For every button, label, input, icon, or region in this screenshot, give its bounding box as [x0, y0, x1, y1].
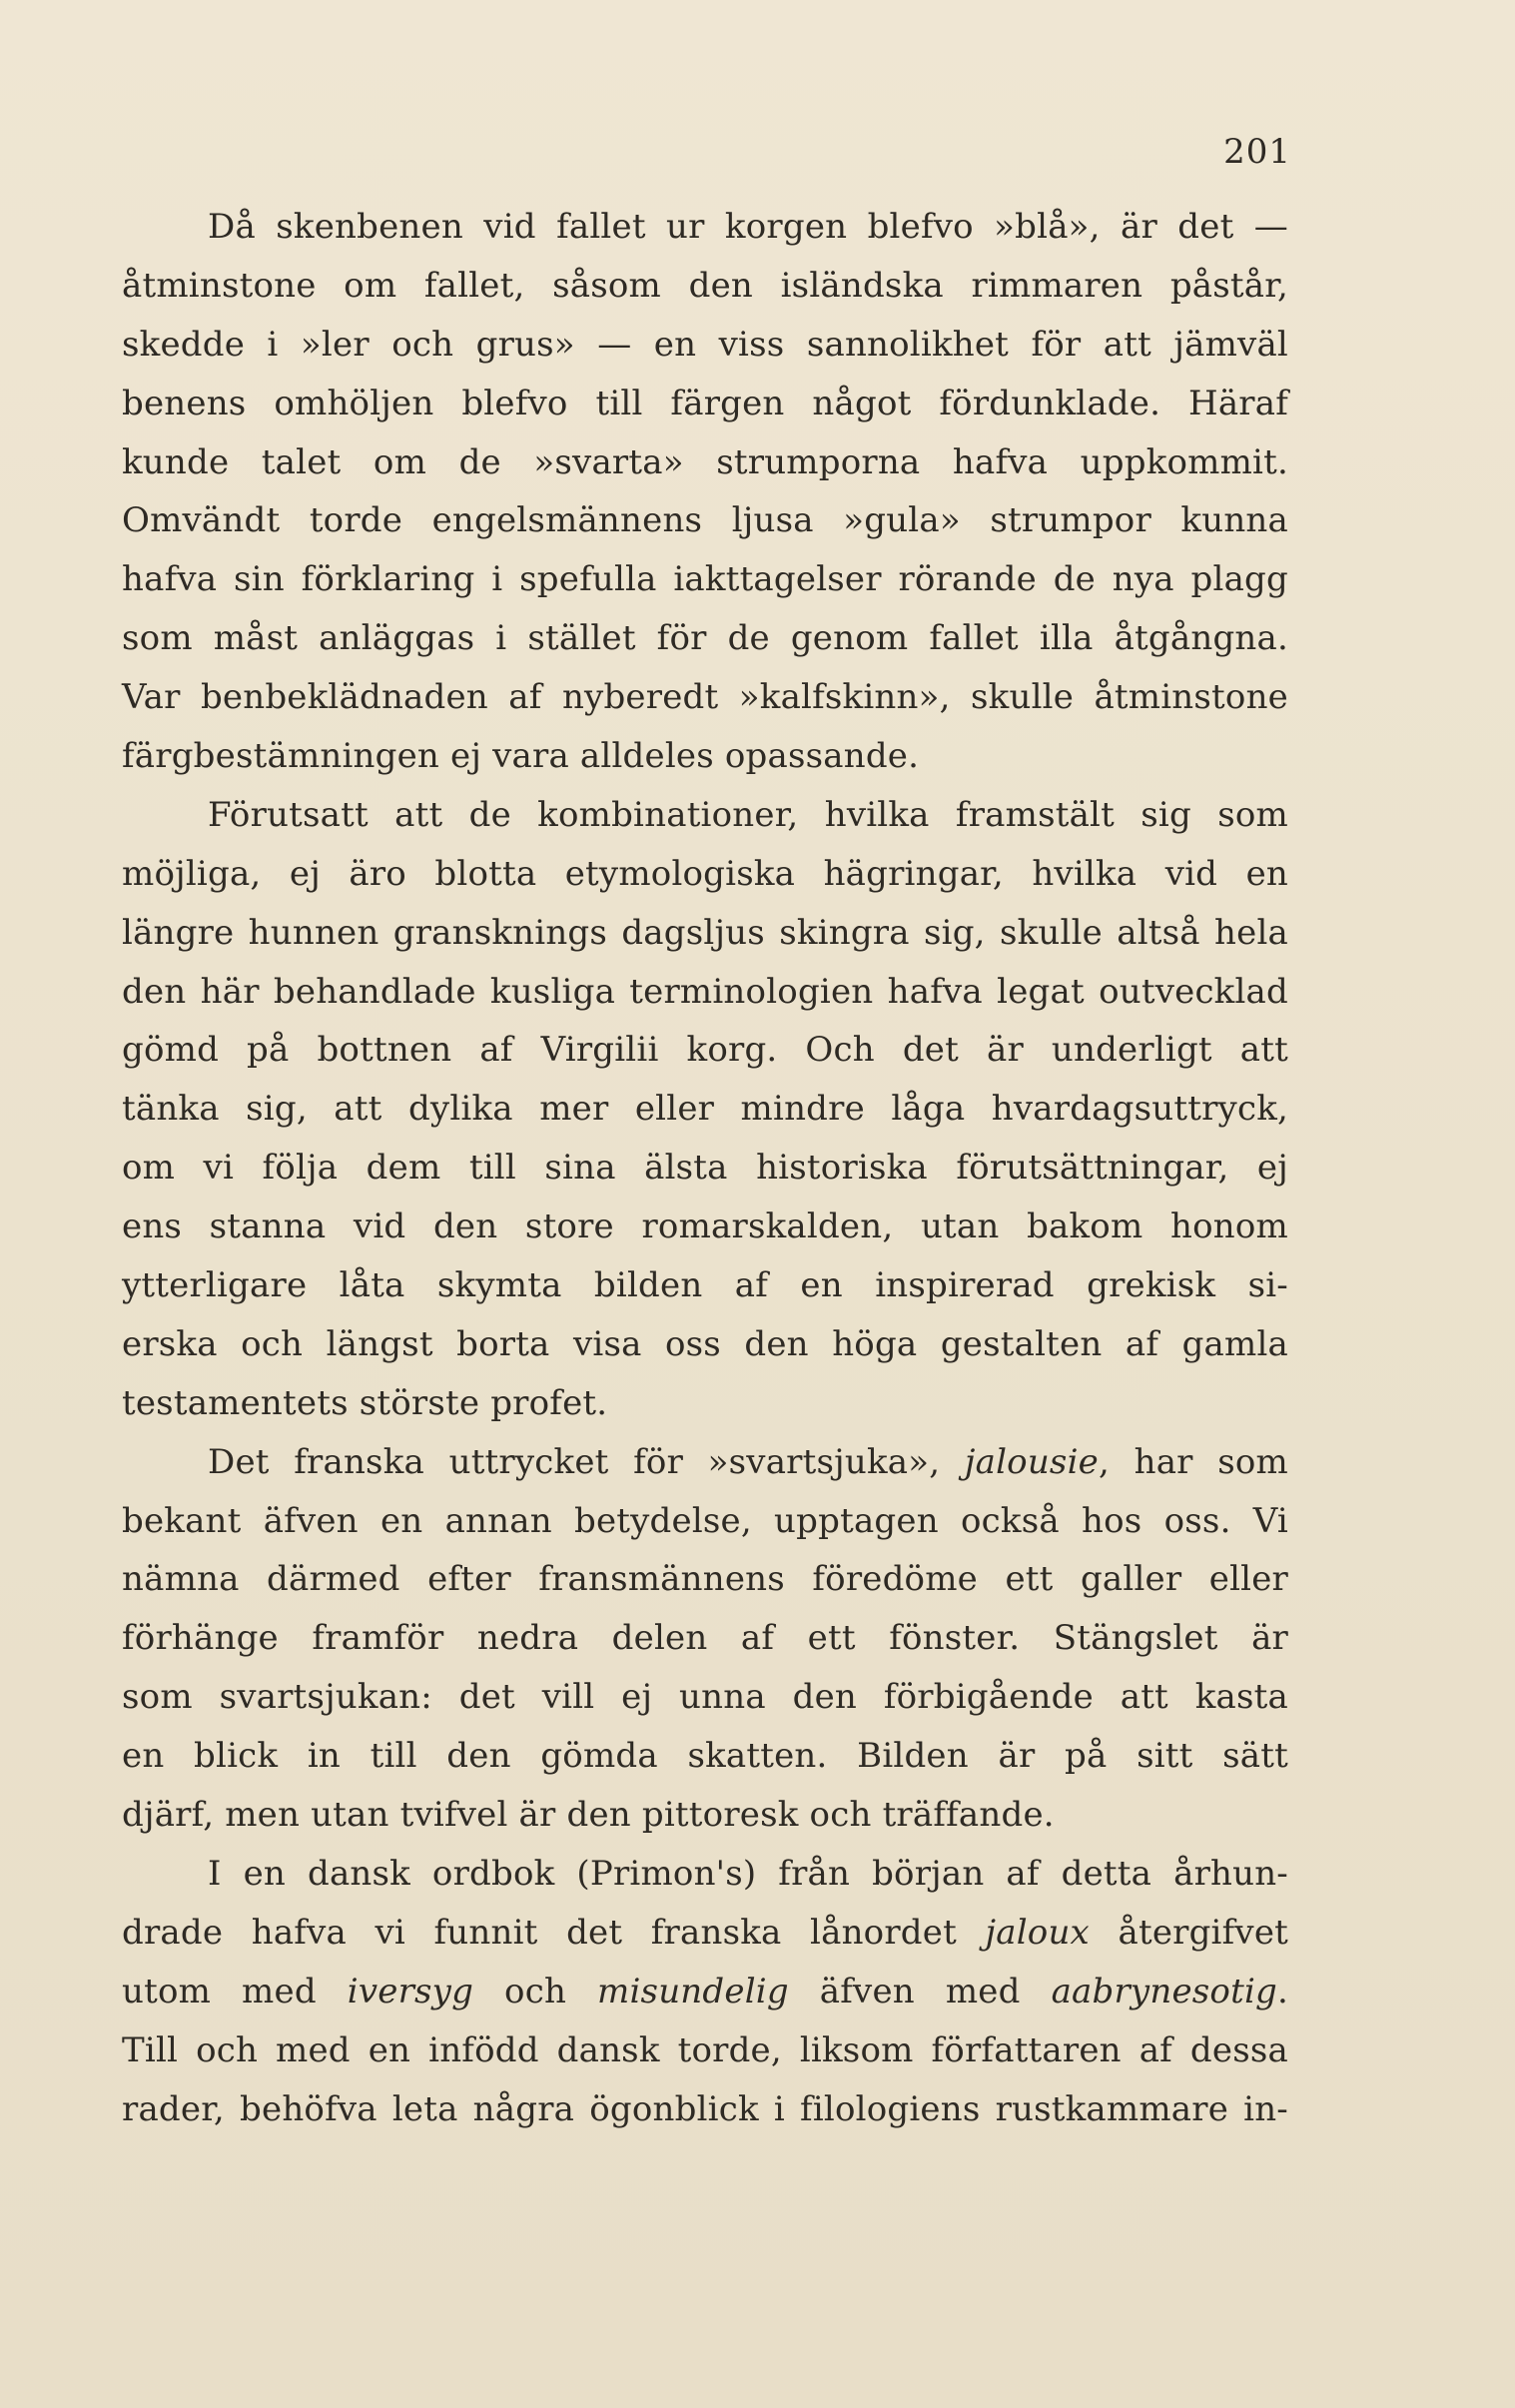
- text-segment: gömd på bottnen af Virgilii korg. Och det är underligt att: [122, 1030, 1288, 1071]
- body-text: [122, 198, 1288, 2138]
- text-line: [122, 375, 1288, 433]
- text-line: [122, 1198, 1288, 1256]
- text-line: [122, 1080, 1288, 1139]
- text-segment: en blick in till den gömda skatten. Bilden är på sitt sätt: [122, 1736, 1288, 1777]
- text-segment: tänka sig, att dylika mer eller mindre låga hvardagsuttryck,: [122, 1089, 1288, 1130]
- text-segment: färgbestämningen ej vara alldeles opassande.: [122, 736, 920, 777]
- italic-word: jalousie: [964, 1441, 1099, 1482]
- text-segment: benens omhöljen blefvo till färgen något fördunklade. Häraf: [122, 383, 1288, 423]
- text-line: [122, 2021, 1288, 2080]
- text-line: [122, 727, 1288, 786]
- text-segment: om vi följa dem till sina älsta historiska förutsättningar, ej: [122, 1148, 1288, 1189]
- text-segment: återgifvet: [1089, 1912, 1289, 1953]
- text-line: [122, 963, 1288, 1022]
- text-segment: nämna därmed efter fransmännens föredöme ett galler eller: [122, 1559, 1288, 1600]
- text-segment: Var benbeklädnaden af nyberedt »kalfskinn», skulle åtminstone: [122, 677, 1288, 718]
- text-segment: utom med: [122, 1971, 348, 2011]
- text-line: [122, 1256, 1288, 1315]
- text-line: [122, 668, 1288, 727]
- page-number: 201: [1223, 132, 1291, 172]
- text-segment: den här behandlade kusliga terminologien hafva legat outvecklad: [122, 971, 1288, 1012]
- italic-word: iversyg: [347, 1971, 474, 2011]
- text-line: [122, 786, 1288, 845]
- text-line: [122, 550, 1288, 609]
- text-segment: .: [1276, 1971, 1288, 2011]
- text-segment: som måst anläggas i stället för de genom fallet illa åtgångna.: [122, 618, 1288, 659]
- text-segment: äfven med: [788, 1971, 1052, 2011]
- text-segment: erska och längst borta visa oss den höga gestalten af gamla: [122, 1323, 1288, 1364]
- text-line: [122, 1963, 1288, 2021]
- text-segment: ytterligare låta skymta bilden af en inspirerad grekisk si-: [122, 1265, 1288, 1306]
- italic-word: jaloux: [985, 1912, 1090, 1953]
- text-segment: I en dansk ordbok (Primon's) från början af detta århun-: [208, 1853, 1288, 1894]
- text-line: [122, 1609, 1288, 1668]
- text-line: [122, 1315, 1288, 1374]
- text-line: [122, 1433, 1288, 1492]
- text-segment: testamentets störste profet.: [122, 1382, 608, 1423]
- text-segment: möjliga, ej äro blotta etymologiska hägringar, hvilka vid en: [122, 853, 1288, 894]
- italic-word: aabrynesotig: [1051, 1971, 1277, 2011]
- text-segment: , har som: [1098, 1441, 1288, 1482]
- text-line: [122, 433, 1288, 492]
- text-line: [122, 2080, 1288, 2139]
- text-line: [122, 904, 1288, 963]
- text-line: [122, 1727, 1288, 1786]
- text-segment: och: [473, 1971, 598, 2011]
- text-segment: åtminstone om fallet, såsom den isländska rimmaren påstår,: [122, 265, 1288, 306]
- text-segment: Förutsatt att de kombinationer, hvilka framstält sig som: [208, 794, 1288, 835]
- text-line: [122, 1786, 1288, 1845]
- text-line: [122, 609, 1288, 668]
- text-line: [122, 1904, 1288, 1963]
- text-line: [122, 316, 1288, 375]
- text-line: [122, 1492, 1288, 1551]
- text-line: [122, 257, 1288, 316]
- text-segment: djärf, men utan tvifvel är den pittoresk och träffande.: [122, 1795, 1055, 1836]
- text-segment: som svartsjukan: det vill ej unna den förbigående att kasta: [122, 1677, 1288, 1718]
- text-segment: hafva sin förklaring i spefulla iakttagelser rörande de nya plagg: [122, 559, 1288, 600]
- text-segment: längre hunnen gransknings dagsljus skingra sig, skulle altså hela: [122, 912, 1288, 953]
- text-segment: Det franska uttrycket för »svartsjuka»,: [208, 1441, 965, 1482]
- text-segment: rader, behöfva leta några ögonblick i filologiens rustkammare in-: [122, 2088, 1288, 2129]
- text-line: [122, 845, 1288, 904]
- text-segment: kunde talet om de »svarta» strumporna hafva uppkommit.: [122, 441, 1288, 482]
- italic-word: misundelig: [597, 1971, 789, 2011]
- text-segment: förhänge framför nedra delen af ett fönster. Stängslet är: [122, 1618, 1288, 1659]
- text-segment: drade hafva vi funnit det franska lånordet: [122, 1912, 986, 1953]
- text-line: [122, 1550, 1288, 1609]
- text-segment: bekant äfven en annan betydelse, upptagen också hos oss. Vi: [122, 1500, 1288, 1541]
- text-line: [122, 1668, 1288, 1727]
- text-segment: Till och med en infödd dansk torde, liksom författaren af dessa: [122, 2029, 1288, 2070]
- text-line: [122, 1374, 1288, 1433]
- text-line: [122, 1021, 1288, 1080]
- text-line: [122, 491, 1288, 550]
- text-segment: Då skenbenen vid fallet ur korgen blefvo »blå», är det —: [208, 207, 1288, 247]
- text-line: [122, 198, 1288, 257]
- text-line: [122, 1845, 1288, 1904]
- text-segment: Omvändt torde engelsmännens ljusa »gula» strumpor kunna: [122, 500, 1288, 541]
- text-segment: skedde i »ler och grus» — en viss sannolikhet för att jämväl: [122, 324, 1288, 365]
- text-line: [122, 1139, 1288, 1198]
- text-segment: ens stanna vid den store romarskalden, utan bakom honom: [122, 1206, 1288, 1247]
